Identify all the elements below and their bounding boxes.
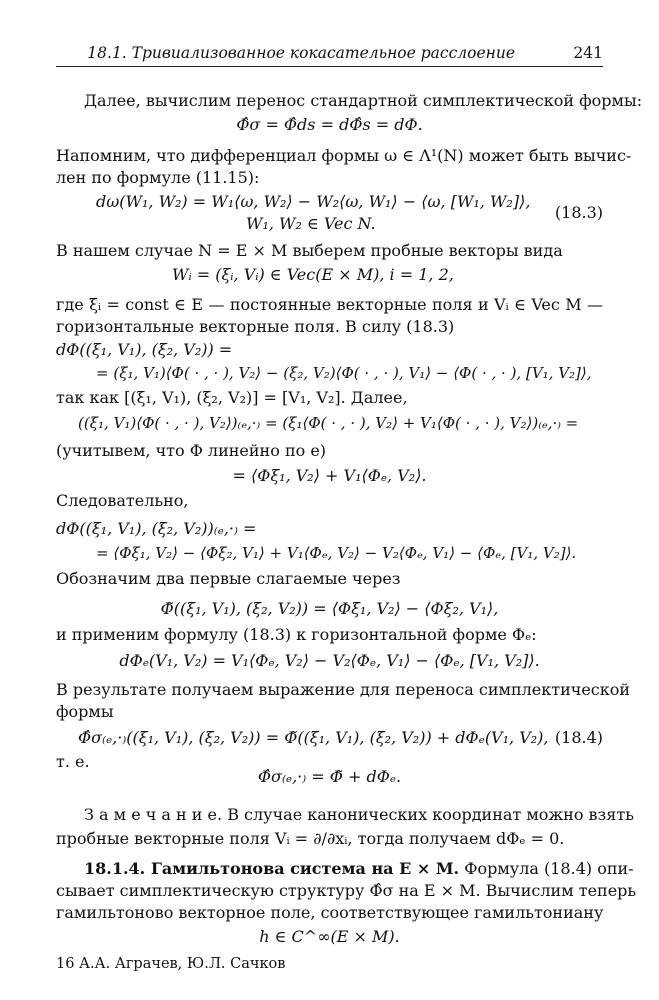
equation: dΦₑ(V₁, V₂) = V₁⟨Φₑ, V₂⟩ − V₂⟨Φₑ, V₁⟩ − ⟨Φₑ, [V₁, V₂]⟩.: [119, 651, 540, 670]
section-heading-line: [84, 858, 634, 880]
equation: Φ̂σ₍ₑ,·₎((ξ₁, V₁), (ξ₂, V₂)) = Φ̃((ξ₁, V₁), (ξ₂, V₂)) + dΦₑ(V₁, V₂),: [78, 728, 549, 747]
header-title: 18.1. Тривиализованное кокасательное расслоение: [87, 44, 515, 62]
equation: Wᵢ = (ξᵢ, Vᵢ) ∈ Vec(E × M), i = 1, 2,: [172, 265, 454, 284]
equation: Φ̂σ₍ₑ,·₎ = Φ̃ + dΦₑ.: [257, 767, 402, 786]
equation: dΦ((ξ₁, V₁), (ξ₂, V₂))₍ₑ,·₎ =: [56, 519, 257, 538]
text-line: сывает симплектическую структуру Φ̂σ на E × M. Вычислим теперь: [56, 881, 637, 900]
text-line: гамильтоново векторное поле, соответствующее гамильтониану: [56, 903, 604, 922]
remark-line: З а м е ч а н и е. В случае канонических координат можно взять: [84, 805, 634, 824]
text-line: Следовательно,: [56, 491, 189, 510]
text-line: Напомним, что дифференциал формы ω ∈ Λ¹(N) может быть вычис-: [56, 146, 632, 165]
equation-number: (18.3): [554, 203, 603, 222]
text-line: так как [(ξ₁, V₁), (ξ₂, V₂)] = [V₁, V₂]. Далее,: [56, 388, 408, 407]
running-header: [56, 42, 603, 67]
text-fragment: Формула (18.4) опи-: [459, 859, 634, 878]
text-line: пробные векторные поля Vᵢ = ∂/∂xᵢ, тогда получаем dΦₑ = 0.: [56, 829, 565, 848]
text-line: В результате получаем выражение для переноса симплектической: [56, 680, 631, 699]
equation: = ⟨Φξ₁, V₂⟩ − ⟨Φξ₂, V₁⟩ + V₁⟨Φₑ, V₂⟩ − V₂⟨Φₑ, V₁⟩ − ⟨Φₑ, [V₁, V₂]⟩.: [96, 544, 577, 562]
text-line: формы: [56, 702, 114, 721]
text-line: Обозначим два первые слагаемые через: [56, 569, 401, 588]
equation: ((ξ₁, V₁)⟨Φ( · , · ), V₂⟩)₍ₑ,·₎ = (ξ₁⟨Φ( · , · ), V₂⟩ + V₁⟨Φ( · , · ), V₂⟩)₍ₑ,·₎ =: [78, 414, 579, 432]
equation: W₁, W₂ ∈ Vec N.: [246, 214, 376, 233]
equation: = ⟨Φξ₁, V₂⟩ + V₁⟨Φₑ, V₂⟩.: [232, 466, 427, 485]
equation-number: (18.4): [554, 728, 603, 747]
text-line: т. е.: [56, 752, 90, 771]
text-line: лен по формуле (11.15):: [56, 168, 260, 187]
equation: Φ̃((ξ₁, V₁), (ξ₂, V₂)) = ⟨Φξ₁, V₂⟩ − ⟨Φξ₂, V₁⟩,: [160, 599, 499, 618]
footer-signature: 16 А.А. Аграчев, Ю.Л. Сачков: [56, 956, 286, 972]
page-number: 241: [573, 44, 603, 62]
equation: h ∈ C^∞(E × M).: [259, 927, 400, 946]
text-line: Далее, вычислим перенос стандартной симплектической формы:: [84, 91, 643, 110]
text-line: (учитывем, что Φ линейно по e): [56, 441, 327, 460]
equation: = (ξ₁, V₁)⟨Φ( · , · ), V₂⟩ − (ξ₂, V₂)⟨Φ( · , · ), V₁⟩ − ⟨Φ( · , · ), [V₁, V₂]⟩,: [96, 364, 592, 382]
equation: dΦ((ξ₁, V₁), (ξ₂, V₂)) =: [56, 340, 233, 359]
text-line: где ξᵢ = const ∈ E — постоянные векторные поля и Vᵢ ∈ Vec M —: [56, 295, 603, 314]
section-heading: 18.1.4. Гамильтонова система на E × M.: [84, 859, 460, 878]
equation: Φ̂σ = Φ̂ds = dΦ̂s = dΦ.: [236, 115, 423, 134]
text-line: и применим формулу (18.3) к горизонтальной форме Φₑ:: [56, 625, 537, 644]
equation: dω(W₁, W₂) = W₁⟨ω, W₂⟩ − W₂⟨ω, W₁⟩ − ⟨ω, [W₁, W₂]⟩,: [96, 192, 531, 211]
text-line: горизонтальные векторные поля. В силу (18.3): [56, 317, 455, 336]
text-line: В нашем случае N = E × M выберем пробные векторы вида: [56, 241, 563, 260]
